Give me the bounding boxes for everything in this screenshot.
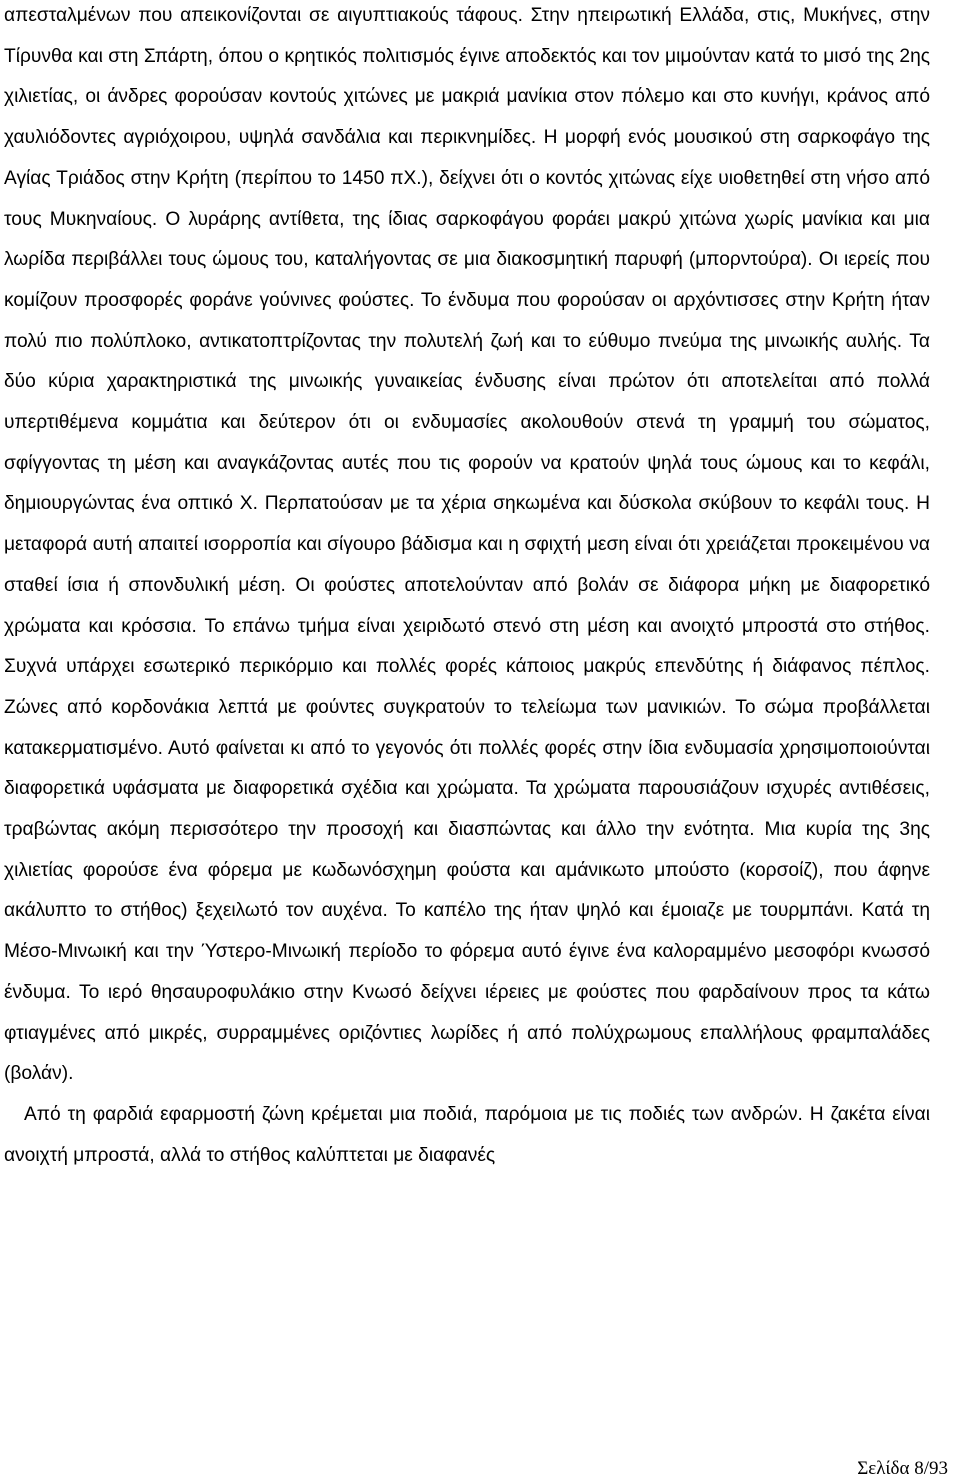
page-number: Σελίδα 8/93 (857, 1458, 948, 1479)
body-text (4, 0, 930, 1176)
paragraph-apron: Από τη φαρδιά εφαρμοστή ζώνη κρέμεται μια ποδιά, παρόμοια με τις ποδιές των ανδρών. Η ζακέτα είναι ανοιχτή μπροστά, αλλά το στήθος καλύπτεται με διαφανές (4, 1103, 930, 1166)
paragraph-minoan-dress: απεσταλμένων που απεικονίζονται σε αιγυπτιακούς τάφους. Στην ηπειρωτική Ελλάδα, στις, Μυκήνες, στην Τίρυνθα και στη Σπάρτη, όπου ο κρητικός πολιτισμός έγινε αποδεκτός και τον μιμούνταν κατά το μισό της 2ης χιλιετίας, οι άνδρες φορούσαν κοντούς χιτώνες με μακριά μανίκια στον πόλεμο και στο κυνήγι, κράνος από χαυλιόδοντες αγριόχοιρου, υψηλά σανδάλια και περικνημίδες. Η μορφή ενός μουσικού στη σαρκοφάγο της Αγίας Τριάδος στην Κρήτη (περίπου το 1450 πΧ.), δείχνει ότι ο κοντός χιτώνας είχε υιοθετηθεί στη νήσο από τους Μυκηναίους. Ο λυράρης αντίθετα, της ίδιας σαρκοφάγου φοράει μακρύ χιτώνα χωρίς μανίκια και μια λωρίδα περιβάλλει τους ώμους του, καταλήγοντας σε μια διακοσμητική παρυφή (μπορντούρα). Οι ιερείς που κομίζουν προσφορές φοράνε γούνινες φούστες. Το ένδυμα που φορούσαν οι αρχόντισσες στην Κρήτη ήταν πολύ πιο πολύπλοκο, αντικατοπτρίζοντας την πολυτελή ζωή και το εύθυμο πνεύμα της μινωικής αυλής. Τα δύο κύρια χαρακτηριστικά της μινωικής γυναικείας ένδυσης είναι πρώτον ότι αποτελείται από πολλά υπερτιθέμενα κομμάτια και δεύτερον ότι οι ενδυμασίες ακολουθούν στενά τη γραμμή του σώματος, σφίγγοντας τη μέση και αναγκάζοντας αυτές που τις φορούν να κρατούν ψηλά τους ώμους και το κεφάλι, δημιουργώντας ένα οπτικό Χ. Περπατούσαν με τα χέρια σηκωμένα και δύσκολα σκύβουν το κεφάλι τους. Η μεταφορά αυτή απαιτεί ισορροπία και σίγουρο βάδισμα και η σφιχτή μεση είναι ότι χρειάζεται προκειμένου να σταθεί ίσια ή σπονδυλική μέση. Οι φούστες αποτελούνταν από βολάν σε διάφορα μήκη με διαφορετικό χρώματα και κρόσσια. Το επάνω τμήμα είναι χειριδωτό στενό στη μέση και ανοιχτό μπροστά στο στήθος. Συχνά υπάρχει εσωτερικό περικόρμιο και πολλές φορές κάποιος μακρύς επενδύτης ή διάφανος πέπλος. Ζώνες από κορδονάκια λεπτά με φούντες συγκρατούν το τελείωμα των μανικιών. Το σώμα προβάλλεται κατακερματισμένο. Αυτό φαίνεται κι από το γεγονός ότι πολλές φορές στην ίδια ενδυμασία χρησιμοποιούνται διαφορετικά υφάσματα με διαφορετικά σχέδια και χρώματα. Τα χρώματα παρουσιάζουν ισχυρές αντιθέσεις, τραβώντας ακόμη περισσότερο την προσοχή και διασπώντας και άλλο την ενότητα. Μια κυρία της 3ης χιλιετίας φορούσε ένα φόρεμα με κωδωνόσχημη φούστα και αμάνικωτο μπούστο (κορσοίζ), που άφηνε ακάλυπτο το στήθος) ξεχειλωτό τον αυχένα. Το καπέλο της ήταν ψηλό και έμοιαζε με τουρμπάνι. Κατά τη Μέσο-Μινωική και την Ύστερο-Μινωική περίοδο το φόρεμα αυτό έγινε ένα καλοραμμένο μεσοφόρι κνωσσό ένδυμα. Το ιερό θησαυροφυλάκιο στην Κνωσό δείχνει ιέρειες με φούστες που φαρδαίνουν προς τα κάτω φτιαγμένες από μικρές, συρραμμένες οριζόντιες λωρίδες ή από πολύχρωμους επαλλήλους φραμπαλάδες (βολάν). (4, 5, 930, 1085)
